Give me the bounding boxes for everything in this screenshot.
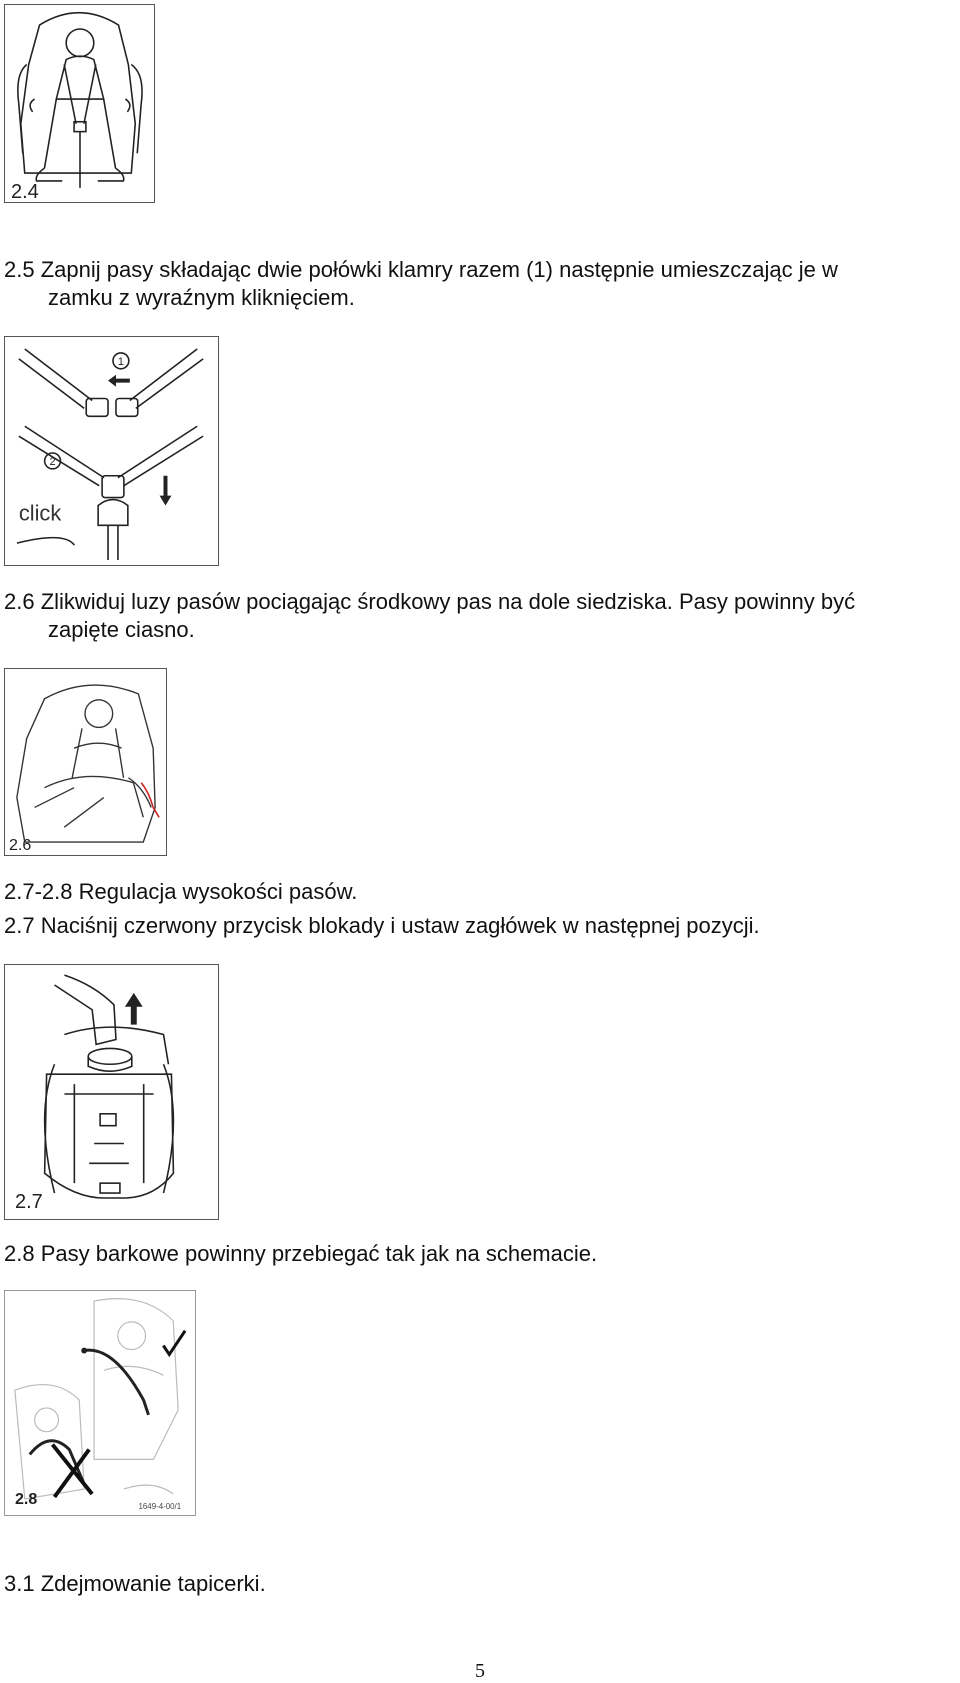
instruction-2-5-line2: zamku z wyraźnym kliknięciem. xyxy=(48,285,355,310)
instruction-2-5-line1: 2.5 Zapnij pasy składając dwie połówki klamry razem (1) następnie umieszczając je w xyxy=(4,257,838,282)
figure-label: 2.6 xyxy=(9,837,32,854)
instruction-2-6-line2: zapięte ciasno. xyxy=(48,617,195,642)
headrest-adjust-illustration xyxy=(5,965,218,1219)
instruction-2-5 xyxy=(4,256,838,312)
instruction-2-8: 2.8 Pasy barkowe powinny przebiegać tak jak na schemacie. xyxy=(4,1241,598,1266)
figure-2-7 xyxy=(4,964,219,1220)
figure-code: 1649-4-00/1 xyxy=(138,1501,182,1511)
figure-2-8 xyxy=(4,1290,196,1516)
figure-2-4 xyxy=(4,4,155,203)
figure-label: 2.7 xyxy=(15,1191,43,1213)
figure-label: 2.8 xyxy=(15,1491,38,1508)
child-seat-illustration xyxy=(5,5,154,202)
page-number: 5 xyxy=(475,1660,485,1682)
click-label: click xyxy=(18,500,62,526)
buckle-illustration xyxy=(5,337,218,565)
figure-label: 2.4 xyxy=(11,181,39,203)
tighten-harness-illustration xyxy=(5,669,166,855)
instruction-2-6-line1: 2.6 Zlikwiduj luzy pasów pociągając środkowy pas na dole siedziska. Pasy powinny być xyxy=(4,589,856,614)
section-heading-2-7-2-8: 2.7-2.8 Regulacja wysokości pasów. xyxy=(4,879,358,904)
figure-2-6 xyxy=(4,668,167,856)
instruction-2-7: 2.7 Naciśnij czerwony przycisk blokady i ustaw zagłówek w następnej pozycji. xyxy=(4,913,760,938)
callout-1: 1 xyxy=(117,355,124,368)
section-heading-3-1: 3.1 Zdejmowanie tapicerki. xyxy=(4,1571,266,1596)
instruction-2-6 xyxy=(4,588,855,644)
figure-2-5 xyxy=(4,336,219,566)
shoulder-belt-routing-illustration xyxy=(5,1291,195,1515)
callout-2: 2 xyxy=(49,455,56,468)
